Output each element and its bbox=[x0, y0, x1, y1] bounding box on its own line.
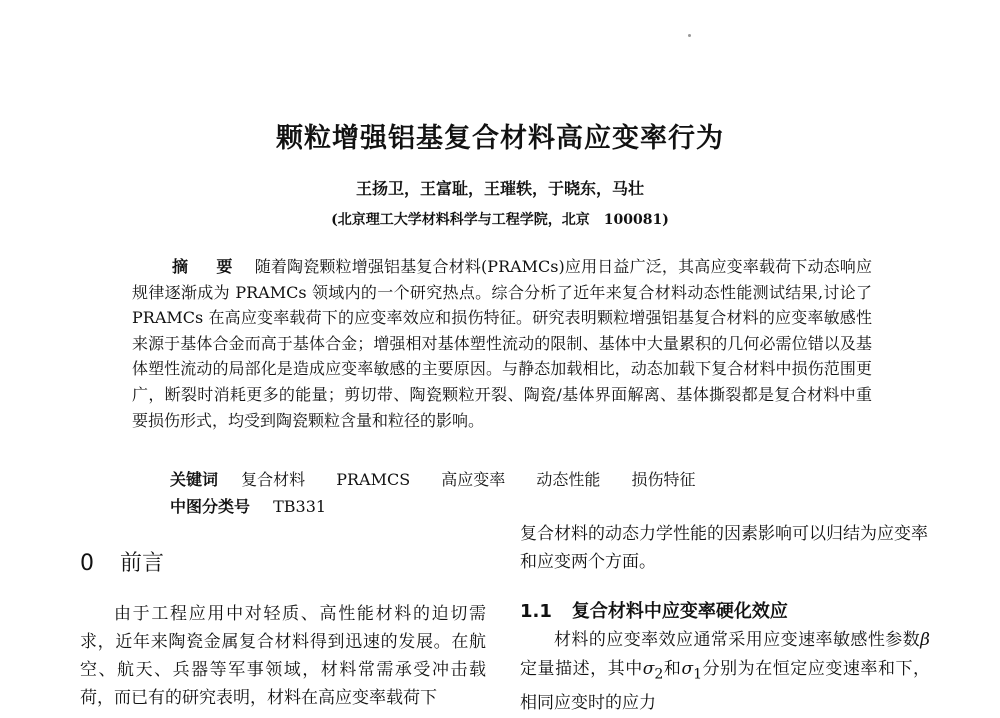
affiliation: (北京理工大学材料科学与工程学院，北京 100081) bbox=[331, 212, 669, 228]
sigma-symbol: σ bbox=[642, 659, 655, 679]
section-1-1-paragraph bbox=[520, 626, 930, 718]
subscript: 1 bbox=[693, 666, 703, 683]
beta-symbol: β bbox=[920, 630, 930, 650]
abstract-label: 摘 要 bbox=[172, 257, 239, 276]
keywords-label: 关键词 bbox=[170, 470, 219, 489]
paragraph-text: 分别为在恒定应变速率 bbox=[702, 659, 878, 679]
section-heading-1-1 bbox=[520, 597, 788, 623]
scan-speck bbox=[688, 34, 691, 37]
subscript: 2 bbox=[654, 666, 664, 683]
author-list: 王扬卫，王富耻，王璀轶，于晓东，马壮 bbox=[355, 179, 644, 198]
paragraph-text: 材料的应变率效应通常采用应变速率敏感性参数 bbox=[554, 630, 921, 650]
paragraph-text: 和 bbox=[877, 659, 896, 679]
abstract bbox=[132, 254, 872, 433]
section-number: 0 bbox=[80, 551, 94, 576]
paragraph-text: 下，相同应变时的应力 bbox=[520, 659, 931, 714]
keyword: 损伤特征 bbox=[631, 470, 696, 489]
paragraph-text: 定量描述，其中 bbox=[520, 659, 643, 679]
keyword: 高应变率 bbox=[441, 470, 506, 489]
classification-line bbox=[170, 494, 326, 517]
section-title: 前言 bbox=[120, 551, 165, 576]
paragraph-text: 和 bbox=[663, 659, 682, 679]
keyword: PRAMCS bbox=[336, 470, 411, 489]
sigma-symbol: σ bbox=[681, 659, 694, 679]
section-heading-intro bbox=[80, 546, 164, 577]
keyword: 动态性能 bbox=[536, 470, 601, 489]
abstract-text: 随着陶瓷颗粒增强铝基复合材料(PRAMCs)应用日益广泛，其高应变率载荷下动态响应规律逐渐成为 PRAMCs 领域内的一个研究热点。综合分析了近年来复合材料动态性能测试结果,讨论了 PRAMCs 在高应变率载荷下的应变率效应和损伤特征。研究表明颗粒增强铝基复合材料的应变率敏感性来源于基体合金而高于基体合金；增强相对基体塑性流动的限制、基体中大量累积的几何必需位错以及基体塑性流动的局部化是造成应变率敏感的主要原因。与静态加载相比，动态加载下复合材料中损伤范围更广，断裂时消耗更多的能量；剪切带、陶瓷颗粒开裂、陶瓷/基体界面解离、基体撕裂都是复合材料中重要损伤形式，均受到陶瓷颗粒含量和粒径的影响。 bbox=[132, 257, 872, 430]
keyword: 复合材料 bbox=[241, 470, 306, 489]
section-number: 1.1 bbox=[520, 601, 552, 622]
right-column-paragraph: 复合材料的动态力学性能的因素影响可以归结为应变率和应变两个方面。 bbox=[520, 524, 928, 572]
section-title: 复合材料中应变率硬化效应 bbox=[571, 601, 788, 622]
classification-label: 中图分类号 bbox=[170, 497, 251, 516]
intro-paragraph: 由于工程应用中对轻质、高性能材料的迫切需求，近年来陶瓷金属复合材料得到迅速的发展。在航空、航天、兵器等军事领域，材料常需承受冲击载荷，而已有的研究表明，材料在高应变率载荷下 bbox=[80, 604, 486, 708]
classification-code: TB331 bbox=[273, 497, 327, 516]
paper-title: 颗粒增强铝基复合材料高应变率行为 bbox=[276, 123, 724, 154]
keywords-line bbox=[170, 467, 722, 490]
